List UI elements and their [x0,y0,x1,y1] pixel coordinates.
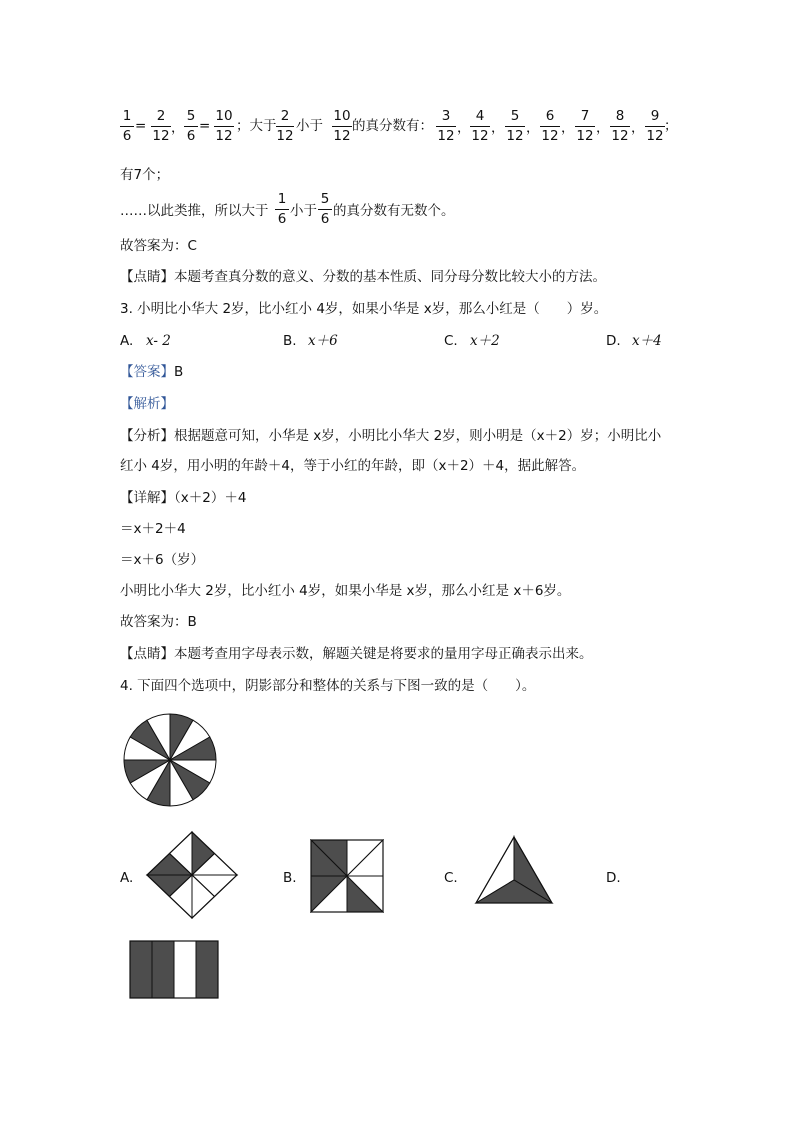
detail-text: （x＋2）＋4 [174,490,247,506]
analysis-line-1 [120,426,661,446]
fraction: 10 12 [333,108,351,144]
option-c-expr: x＋2 [470,333,500,349]
answer-label: 【答案】 [120,364,174,380]
option-d-letter: D. [606,333,621,349]
detail-line-1 [120,488,246,508]
answer-prev: 故答案为：C [120,238,197,254]
option-b-expr: x＋6 [308,333,338,349]
text-segment: 小于 [290,203,317,219]
fraction: 7 12 [576,108,594,144]
option-d-rectangle-figure [129,940,219,1000]
comma: ， [171,120,185,136]
detail-line-4: 小明比小华大 2岁，比小红小 4岁，如果小华是 x岁，那么小红是 x＋6岁。 [120,583,571,599]
tip-label: 【点睛】 [120,269,174,285]
equals-sign: = [199,118,211,134]
option-b-letter: B. [283,870,297,886]
fraction: 9 12 [646,108,664,144]
option-c-letter: C. [444,333,458,349]
fraction: 5 12 [506,108,524,144]
option-c-letter: C. [444,870,458,886]
semicolon: ； [664,118,678,134]
option-a-diamond-figure [145,830,239,920]
fraction: 2 12 [276,108,294,144]
option-a-letter: A. [120,870,134,886]
comma: ， [457,120,471,136]
analysis-sub-label: 【分析】 [120,428,174,444]
comma: ， [631,120,645,136]
answer-value: B [174,364,184,380]
comma: ， [561,120,575,136]
option-a-expr: x- 2 [146,333,171,349]
fraction: 1 6 [120,108,134,145]
fraction: 5 6 [184,108,198,145]
option-a-letter: A. [120,333,134,349]
question-3-stem: 3. 小明比小华大 2岁，比小红小 4岁，如果小华是 x岁，那么小红是（ ）岁。 [120,301,608,317]
tip-prev [120,267,606,287]
tip-text: 本题考查真分数的意义、分数的基本性质、同分母分数比较大小的方法。 [174,269,606,285]
text-segment: ……以此类推，所以大于 [120,203,269,219]
tip-label: 【点睛】 [120,646,174,662]
fraction: 5 6 [318,191,332,228]
fraction: 3 12 [437,108,455,144]
fraction: 8 12 [611,108,629,144]
question-4-stem: 4. 下面四个选项中，阴影部分和整体的关系与下图一致的是（ ）。 [120,678,536,694]
analysis-label: 【解析】 [120,396,174,412]
count-text: 有7个； [120,167,170,183]
fraction: 1 6 [275,191,289,228]
option-d-letter: D. [606,870,621,886]
option-b-letter: B. [283,333,297,349]
analysis-line-2: 红小 4岁，用小明的年龄＋4，等于小红的年龄，即（x＋2）＋4，据此解答。 [120,458,586,474]
comma: ， [491,120,505,136]
tip-text: 本题考查用字母表示数，解题关键是将要求的量用字母正确表示出来。 [174,646,593,662]
text-segment: ；大于 [236,118,277,134]
text-segment: 的真分数有无数个。 [333,203,455,219]
detail-label: 【详解】 [120,490,174,506]
text-segment: 小于 [296,118,323,134]
answer [120,362,183,382]
fraction: 6 12 [541,108,559,144]
reference-circle-figure [120,712,220,808]
conclusion: 故答案为：B [120,614,197,630]
option-c-triangle-figure [474,834,554,906]
tip [120,644,593,664]
option-d-expr: x＋4 [632,333,662,349]
detail-line-2: ＝x＋2＋4 [120,521,186,537]
fraction: 4 12 [471,108,489,144]
fraction: 10 12 [215,108,233,144]
comma: ， [596,120,610,136]
text-segment: 的真分数有： [352,118,433,134]
comma: ， [526,120,540,136]
option-b-square-figure [310,839,384,913]
analysis-text: 根据题意可知，小华是 x岁，小明比小华大 2岁，则小明是（x＋2）岁；小明比小 [174,428,662,444]
detail-line-3: ＝x＋6（岁） [120,552,205,568]
fraction: 2 12 [152,108,170,144]
equals-sign: = [135,118,147,134]
